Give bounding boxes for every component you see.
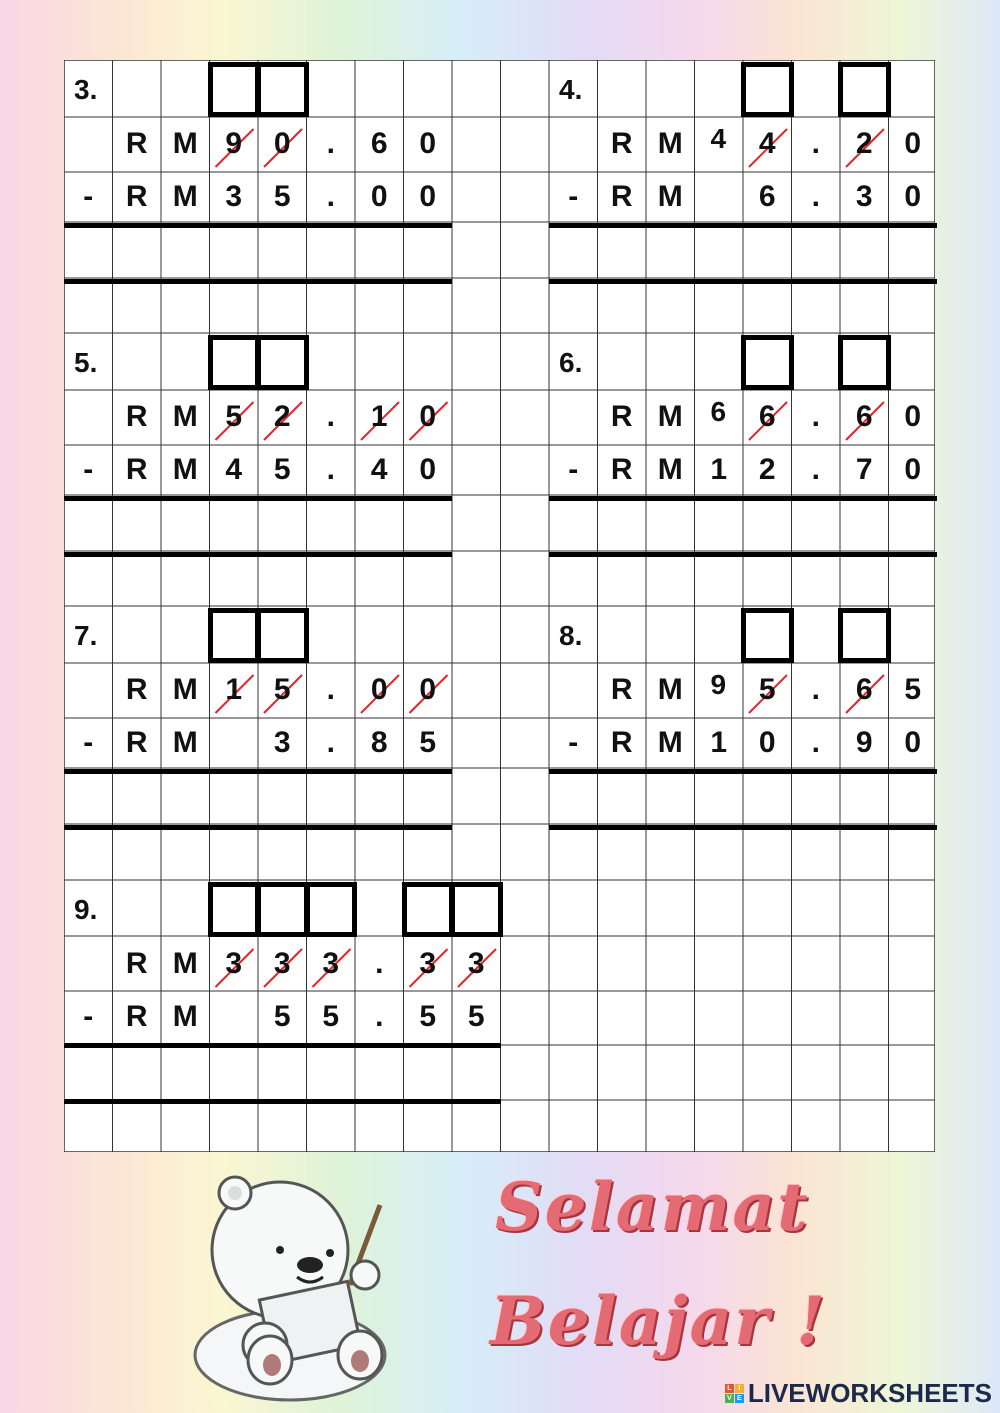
- subtrahend-digit: -: [568, 726, 579, 759]
- answer-box[interactable]: [741, 608, 794, 663]
- subtrahend-digit: 5: [419, 1000, 437, 1033]
- minuend-digit: 3: [322, 947, 340, 980]
- minuend-digit: 5: [758, 673, 776, 706]
- minuend-digit: M: [172, 127, 198, 160]
- minuend-digit: 5: [904, 673, 922, 706]
- answer-box[interactable]: [402, 882, 455, 937]
- subtrahend-digit: 0: [758, 726, 776, 759]
- answer-cell[interactable]: [161, 502, 210, 550]
- minuend-digit: R: [610, 127, 633, 160]
- answer-rule: [64, 223, 452, 228]
- minuend-digit: .: [811, 673, 820, 706]
- answer-box[interactable]: [208, 335, 261, 390]
- carry-digit: 6: [710, 396, 727, 427]
- minuend-digit: 0: [419, 673, 437, 706]
- subtrahend-digit: 5: [419, 726, 437, 759]
- answer-cell[interactable]: [404, 502, 453, 550]
- minuend-digit: .: [811, 127, 820, 160]
- answer-cell[interactable]: [258, 502, 307, 550]
- subtrahend-digit: R: [125, 726, 148, 759]
- answer-cell[interactable]: [695, 229, 744, 277]
- answer-box[interactable]: [741, 62, 794, 117]
- subtrahend-digit: 9: [855, 726, 873, 759]
- subtrahend-digit: 0: [419, 453, 437, 486]
- minuend-digit: 0: [419, 400, 437, 433]
- answer-rule: [64, 825, 452, 830]
- answer-box[interactable]: [838, 335, 891, 390]
- answer-cell[interactable]: [889, 229, 938, 277]
- minuend-digit: 6: [370, 127, 388, 160]
- answer-box[interactable]: [838, 608, 891, 663]
- answer-cell[interactable]: [695, 775, 744, 823]
- answer-cell[interactable]: [840, 229, 889, 277]
- subtrahend-digit: 6: [758, 180, 776, 213]
- subtrahend-digit: M: [657, 180, 683, 213]
- answer-cell[interactable]: [161, 775, 210, 823]
- answer-cell[interactable]: [113, 775, 162, 823]
- answer-cell[interactable]: [113, 1049, 162, 1097]
- minuend-digit: R: [125, 127, 148, 160]
- answer-cell[interactable]: [792, 775, 841, 823]
- subtrahend-digit: -: [83, 453, 94, 486]
- answer-rule: [549, 223, 937, 228]
- subtrahend-digit: R: [125, 453, 148, 486]
- bear-illustration: [170, 1165, 410, 1405]
- answer-cell[interactable]: [889, 775, 938, 823]
- subtrahend-digit: M: [657, 453, 683, 486]
- answer-cell[interactable]: [307, 775, 356, 823]
- problem-number: 3.: [74, 74, 98, 105]
- subtrahend-digit: R: [610, 180, 633, 213]
- worksheet-grid: [64, 60, 935, 1152]
- answer-cell[interactable]: [404, 1049, 453, 1097]
- answer-cell[interactable]: [355, 229, 404, 277]
- answer-cell[interactable]: [840, 775, 889, 823]
- answer-cell[interactable]: [695, 502, 744, 550]
- answer-box[interactable]: [208, 608, 261, 663]
- subtrahend-digit: -: [83, 180, 94, 213]
- minuend-digit: 3: [225, 947, 243, 980]
- minuend-digit: 3: [467, 947, 485, 980]
- answer-cell[interactable]: [889, 502, 938, 550]
- minuend-digit: .: [326, 127, 335, 160]
- minuend-digit: 4: [758, 127, 776, 160]
- answer-cell[interactable]: [258, 229, 307, 277]
- subtrahend-digit: -: [568, 180, 579, 213]
- minuend-digit: 0: [419, 127, 437, 160]
- answer-cell[interactable]: [161, 229, 210, 277]
- minuend-digit: M: [657, 127, 683, 160]
- answer-rule: [64, 1043, 501, 1048]
- answer-cell[interactable]: [355, 775, 404, 823]
- minuend-digit: R: [125, 673, 148, 706]
- problem-number: 8.: [559, 620, 583, 651]
- carry-digit: 9: [710, 669, 727, 700]
- answer-rule: [549, 496, 937, 501]
- minuend-digit: R: [125, 400, 148, 433]
- footer-title-line2: Belajar !: [490, 1282, 827, 1360]
- subtrahend-digit: -: [83, 726, 94, 759]
- answer-cell[interactable]: [743, 775, 792, 823]
- subtrahend-digit: 4: [370, 453, 388, 486]
- subtrahend-digit: 0: [904, 180, 922, 213]
- answer-cell[interactable]: [113, 229, 162, 277]
- brand-logo-letter: I: [735, 1384, 744, 1393]
- answer-rule: [549, 825, 937, 830]
- answer-box[interactable]: [208, 882, 261, 937]
- subtrahend-digit: -: [83, 1000, 94, 1033]
- answer-cell[interactable]: [598, 229, 647, 277]
- minuend-digit: .: [326, 673, 335, 706]
- subtrahend-digit: .: [326, 726, 335, 759]
- minuend-digit: 2: [273, 400, 291, 433]
- answer-cell[interactable]: [113, 502, 162, 550]
- subtrahend-digit: 3: [273, 726, 291, 759]
- answer-cell[interactable]: [743, 502, 792, 550]
- subtrahend-digit: 8: [370, 726, 388, 759]
- answer-cell[interactable]: [598, 775, 647, 823]
- answer-cell[interactable]: [646, 229, 695, 277]
- subtrahend-digit: R: [610, 453, 633, 486]
- answer-rule: [549, 279, 937, 284]
- answer-cell[interactable]: [792, 229, 841, 277]
- answer-rule: [64, 552, 452, 557]
- minuend-digit: R: [610, 673, 633, 706]
- answer-cell[interactable]: [258, 775, 307, 823]
- minuend-digit: R: [125, 947, 148, 980]
- subtrahend-digit: M: [172, 453, 198, 486]
- brand-logo-letter: V: [725, 1394, 734, 1403]
- minuend-digit: 5: [273, 673, 291, 706]
- minuend-digit: 5: [225, 400, 243, 433]
- subtrahend-digit: .: [375, 1000, 384, 1033]
- answer-cell[interactable]: [549, 229, 598, 277]
- problem-number: 6.: [559, 347, 583, 378]
- answer-cell[interactable]: [307, 1049, 356, 1097]
- subtrahend-digit: R: [125, 180, 148, 213]
- answer-cell[interactable]: [258, 1049, 307, 1097]
- subtrahend-digit: 1: [710, 726, 728, 759]
- carry-digit: 4: [710, 123, 727, 154]
- subtrahend-digit: M: [657, 726, 683, 759]
- minuend-digit: 1: [225, 673, 243, 706]
- answer-cell[interactable]: [549, 502, 598, 550]
- brand-logo-icon: [725, 1384, 744, 1403]
- answer-cell[interactable]: [64, 775, 113, 823]
- answer-rule: [64, 496, 452, 501]
- minuend-digit: .: [811, 400, 820, 433]
- minuend-digit: 0: [904, 127, 922, 160]
- subtrahend-digit: .: [811, 726, 820, 759]
- subtrahend-digit: 0: [904, 453, 922, 486]
- footer-title-line1: Selamat: [495, 1168, 810, 1246]
- minuend-digit: .: [326, 400, 335, 433]
- answer-box[interactable]: [305, 882, 358, 937]
- answer-rule: [64, 1099, 501, 1104]
- subtrahend-digit: M: [172, 726, 198, 759]
- answer-rule: [549, 552, 937, 557]
- minuend-digit: 3: [273, 947, 291, 980]
- brand-logo-letter: E: [735, 1394, 744, 1403]
- answer-cell[interactable]: [307, 502, 356, 550]
- answer-cell[interactable]: [64, 229, 113, 277]
- answer-cell[interactable]: [452, 1049, 501, 1097]
- problem-number: 5.: [74, 347, 98, 378]
- answer-cell[interactable]: [210, 502, 259, 550]
- answer-cell[interactable]: [355, 1049, 404, 1097]
- answer-cell[interactable]: [64, 1049, 113, 1097]
- answer-box[interactable]: [256, 608, 309, 663]
- subtrahend-digit: 5: [273, 453, 291, 486]
- problem-number: 7.: [74, 620, 98, 651]
- minuend-digit: M: [172, 400, 198, 433]
- subtrahend-digit: 0: [370, 180, 388, 213]
- minuend-digit: 0: [273, 127, 291, 160]
- answer-rule: [64, 769, 452, 774]
- subtrahend-digit: 7: [855, 453, 873, 486]
- answer-cell[interactable]: [549, 775, 598, 823]
- subtrahend-digit: 5: [467, 1000, 485, 1033]
- subtrahend-digit: 1: [710, 453, 728, 486]
- brand: [725, 1378, 992, 1409]
- subtrahend-digit: 5: [273, 180, 291, 213]
- minuend-digit: 6: [758, 400, 776, 433]
- minuend-digit: M: [172, 947, 198, 980]
- subtrahend-digit: R: [610, 726, 633, 759]
- subtrahend-digit: M: [172, 1000, 198, 1033]
- answer-box[interactable]: [256, 882, 309, 937]
- subtrahend-digit: 2: [758, 453, 776, 486]
- brand-name: LIVEWORKSHEETS: [747, 1378, 992, 1408]
- answer-cell[interactable]: [646, 502, 695, 550]
- minuend-digit: M: [657, 673, 683, 706]
- answer-box[interactable]: [838, 62, 891, 117]
- answer-cell[interactable]: [598, 502, 647, 550]
- answer-cell[interactable]: [355, 502, 404, 550]
- minuend-digit: 2: [855, 127, 873, 160]
- answer-cell[interactable]: [646, 775, 695, 823]
- subtrahend-digit: 0: [419, 180, 437, 213]
- subtrahend-digit: M: [172, 180, 198, 213]
- minuend-digit: 6: [855, 400, 873, 433]
- answer-cell[interactable]: [404, 775, 453, 823]
- problem-number: 9.: [74, 894, 98, 925]
- subtrahend-digit: 3: [855, 180, 873, 213]
- subtrahend-digit: .: [326, 453, 335, 486]
- subtrahend-digit: .: [811, 180, 820, 213]
- minuend-digit: 3: [419, 947, 437, 980]
- answer-cell[interactable]: [210, 229, 259, 277]
- answer-cell[interactable]: [840, 502, 889, 550]
- minuend-digit: 0: [904, 400, 922, 433]
- minuend-digit: 9: [225, 127, 243, 160]
- answer-cell[interactable]: [64, 502, 113, 550]
- subtrahend-digit: -: [568, 453, 579, 486]
- subtrahend-digit: R: [125, 1000, 148, 1033]
- answer-box[interactable]: [450, 882, 503, 937]
- answer-cell[interactable]: [210, 775, 259, 823]
- answer-rule: [64, 279, 452, 284]
- problem-number: 4.: [559, 74, 583, 105]
- minuend-digit: 1: [370, 400, 388, 433]
- answer-box[interactable]: [208, 62, 261, 117]
- minuend-digit: M: [172, 673, 198, 706]
- answer-box[interactable]: [256, 335, 309, 390]
- minuend-digit: R: [610, 400, 633, 433]
- minuend-digit: .: [375, 947, 384, 980]
- answer-cell[interactable]: [161, 1049, 210, 1097]
- subtrahend-digit: 5: [322, 1000, 340, 1033]
- subtrahend-digit: 5: [273, 1000, 291, 1033]
- subtrahend-digit: 4: [225, 453, 243, 486]
- answer-box[interactable]: [256, 62, 309, 117]
- subtrahend-digit: 3: [225, 180, 243, 213]
- answer-cell[interactable]: [792, 502, 841, 550]
- answer-cell[interactable]: [307, 229, 356, 277]
- subtrahend-digit: .: [326, 180, 335, 213]
- minuend-digit: M: [657, 400, 683, 433]
- minuend-digit: 0: [370, 673, 388, 706]
- answer-cell[interactable]: [404, 229, 453, 277]
- brand-logo-letter: L: [725, 1384, 734, 1393]
- subtrahend-digit: .: [811, 453, 820, 486]
- answer-box[interactable]: [741, 335, 794, 390]
- minuend-digit: 6: [855, 673, 873, 706]
- answer-cell[interactable]: [210, 1049, 259, 1097]
- answer-cell[interactable]: [743, 229, 792, 277]
- answer-rule: [549, 769, 937, 774]
- subtrahend-digit: 0: [904, 726, 922, 759]
